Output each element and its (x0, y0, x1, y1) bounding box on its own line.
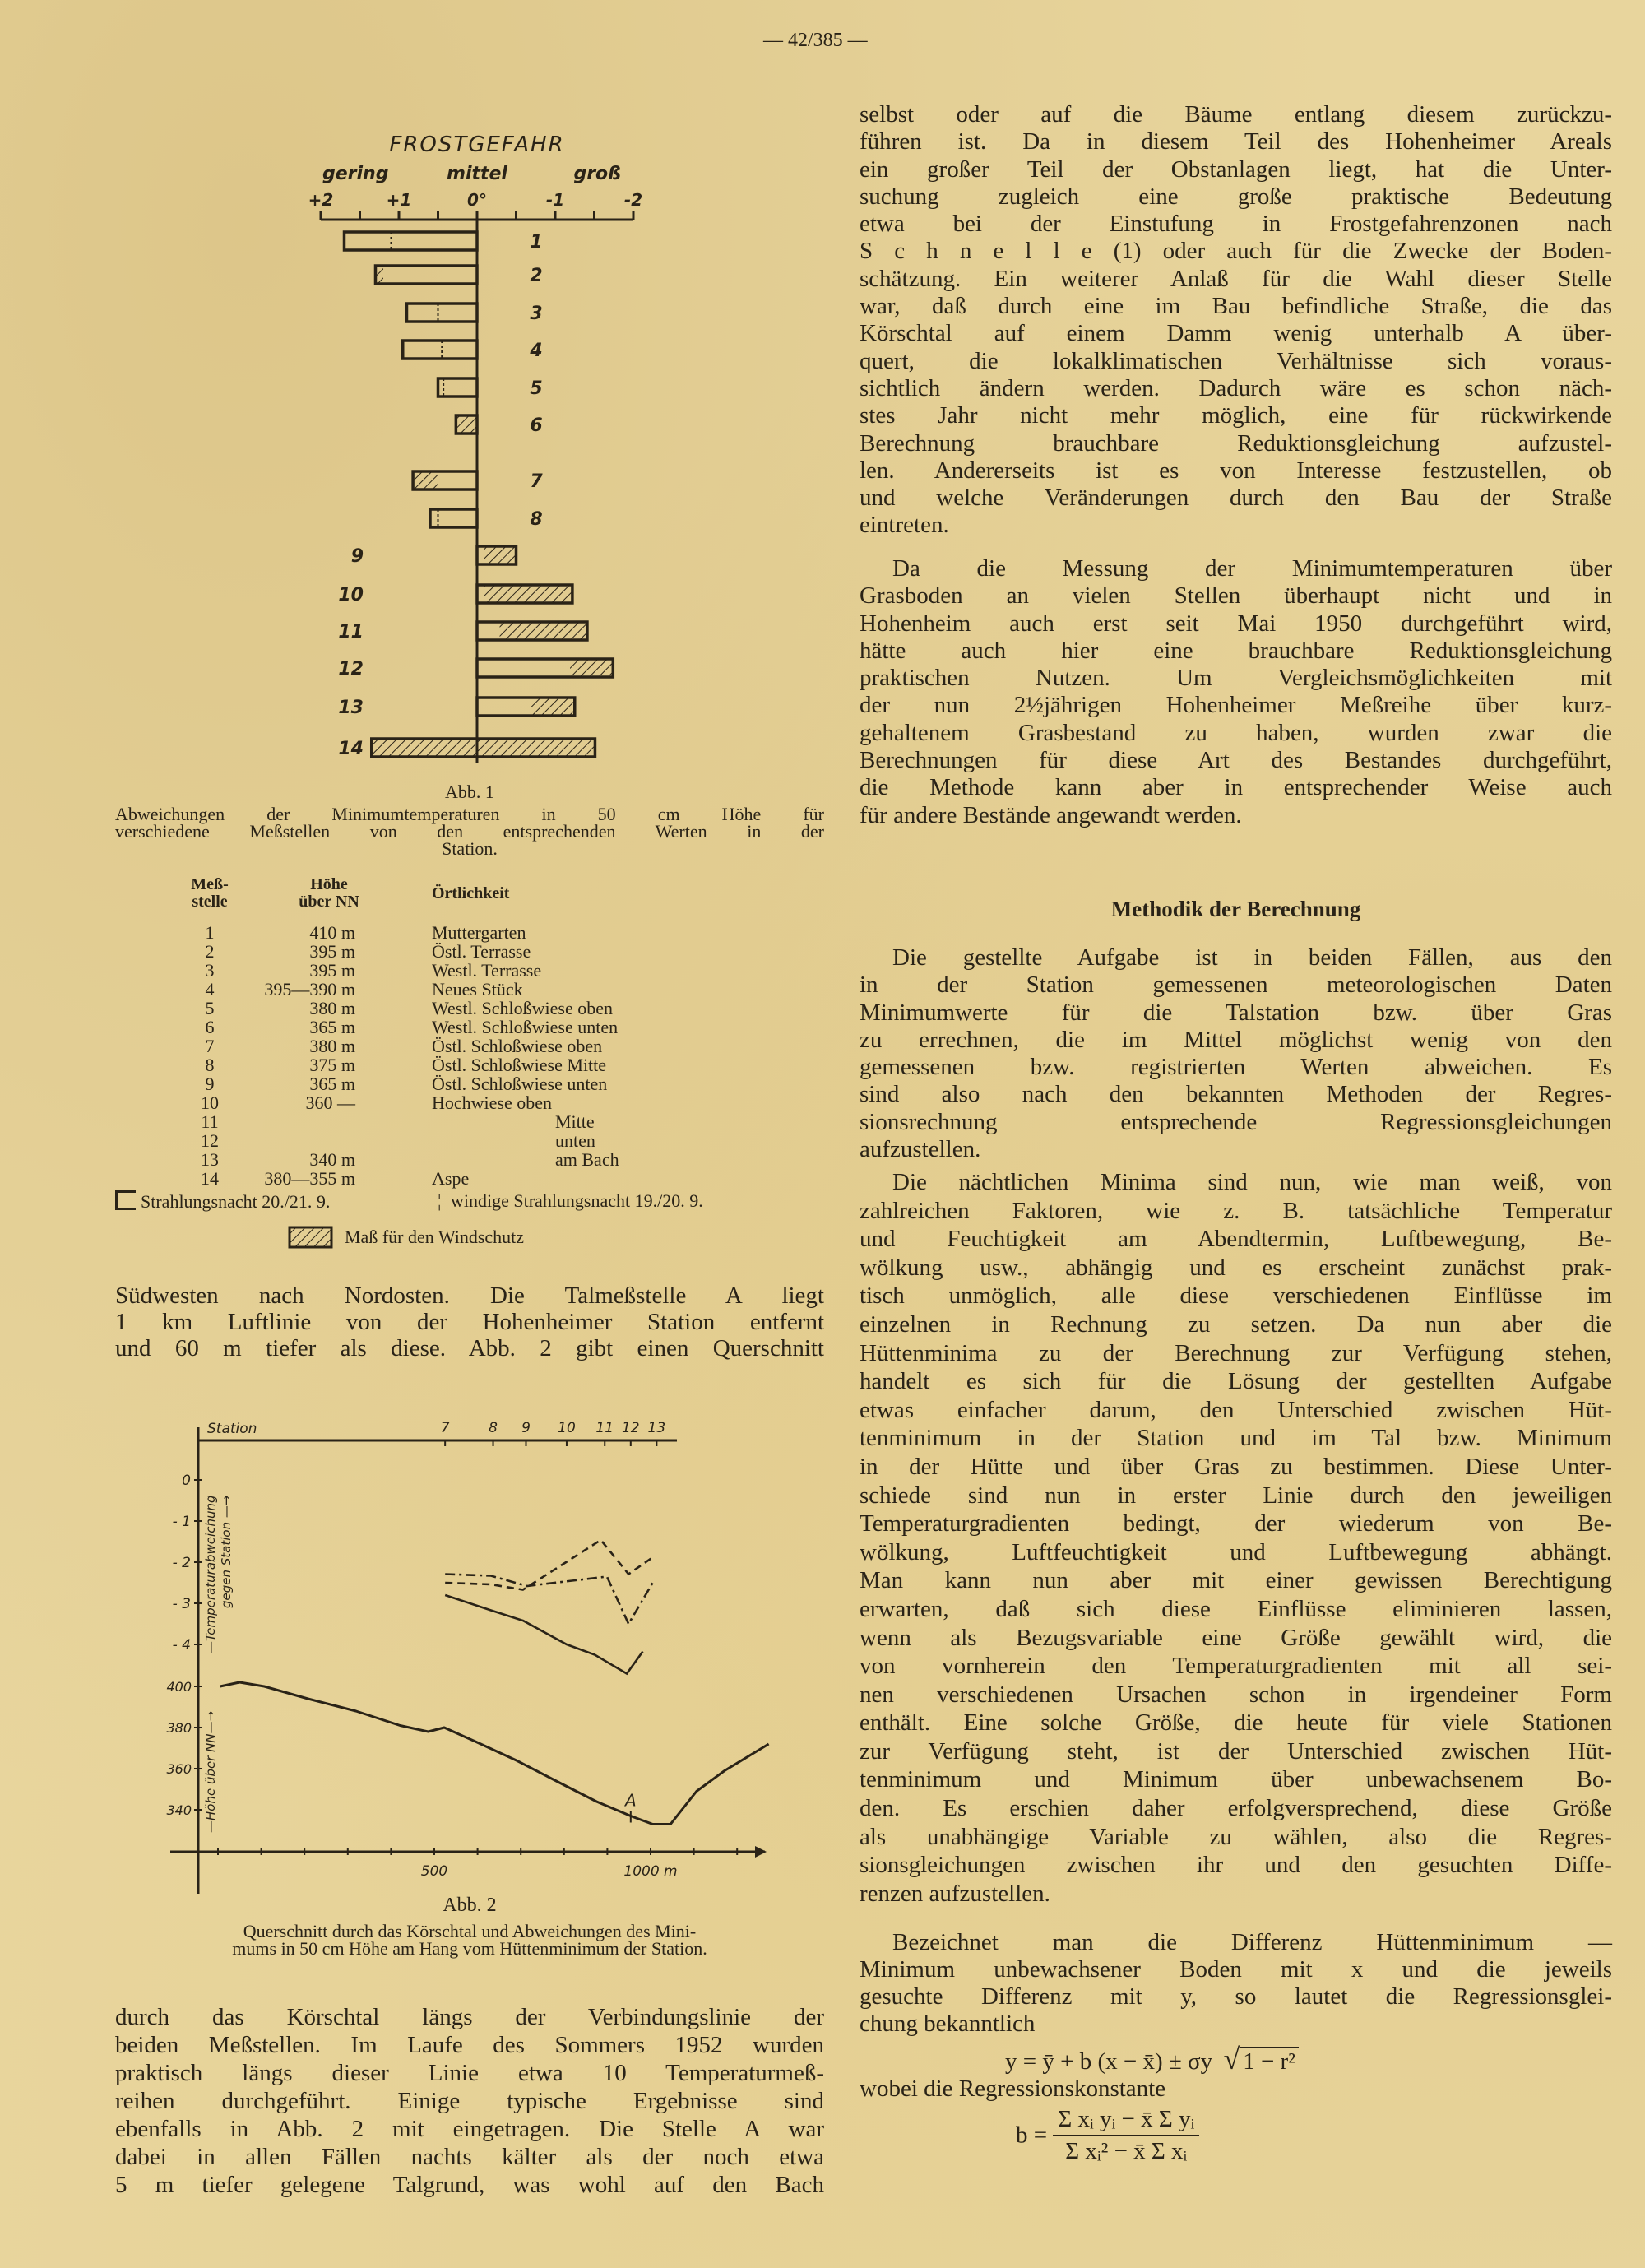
formula-intro: wobei die Regressionskonstante (860, 2076, 1166, 2102)
height-tick-label: 360 (166, 1761, 192, 1777)
tick-label: -1 (545, 190, 565, 210)
station-label: 14 (338, 739, 364, 759)
text-line: wenn als Bezugsvariable eine Größe gewählt wird, die (860, 1624, 1612, 1651)
station-number: 14 (201, 1168, 219, 1189)
table-row (115, 999, 824, 1018)
text-line: tenminimum und Minimum über unbewachsenem Bo- (860, 1766, 1612, 1793)
text-line: schätzung. Ein weiterer Anlaß für die Wahl dieser Stelle (860, 265, 1612, 292)
figure-1-caption (115, 783, 824, 857)
text-line: Berechnung brauchbare Reduktionsgleichung aufzustel- (860, 429, 1612, 457)
station-number: 13 (201, 1149, 219, 1170)
radicand: 1 − r² (1240, 2047, 1299, 2075)
station-number-label: 11 (595, 1420, 614, 1436)
station-location: Westl. Terrasse (432, 960, 542, 981)
station-location: Östl. Schloßwiese Mitte (432, 1055, 607, 1075)
station-location: Östl. Schloßwiese unten (432, 1074, 608, 1094)
station-height: 380 m (309, 1036, 355, 1056)
station-location: Aspe (432, 1168, 470, 1189)
scale-label: gering (322, 164, 389, 184)
figure-2-caption (115, 1897, 824, 1957)
chart-title: FROSTGEFAHR (389, 132, 565, 157)
station-location: Westl. Schloßwiese unten (432, 1017, 619, 1037)
text-line: stes Jahr nicht mehr möglich, eine für rückwirkende (860, 402, 1612, 429)
point-a-label: A (624, 1790, 637, 1811)
radical-sign: √ (1223, 2043, 1240, 2076)
text-line: wölkung, Luftfeuchtigkeit und Luftbewegung abhängt. (860, 1538, 1612, 1565)
right-column-paragraph (860, 1168, 1612, 1908)
header-line: stelle (192, 893, 228, 911)
legend-radiation-night (115, 1190, 330, 1213)
legend-label: Strahlungsnacht 20./21. 9. (141, 1191, 331, 1212)
text-line: praktischen Nutzen. Um Vergleichsmöglichkeiten mit (860, 665, 1612, 692)
station-number-label: 9 (521, 1420, 531, 1436)
text-line: Hohenheim auch erst seit Mai 1950 durchgeführt wird, (860, 610, 1612, 637)
right-column-paragraph (860, 101, 1612, 540)
text-line: und welche Veränderungen durch den Bau der Straße (860, 485, 1612, 512)
station-location: am Bach (555, 1149, 619, 1170)
table-row (115, 961, 824, 980)
scale-label: mittel (447, 164, 507, 184)
text-line: in der Station gemessenen meteorologischen Daten (860, 972, 1612, 999)
text-line: Grasboden an vielen Stellen überhaupt nicht und in (860, 582, 1612, 610)
station-height: 380 m (309, 998, 355, 1018)
denominator: Σ xᵢ² − x̄ Σ xᵢ (1065, 2138, 1188, 2164)
text-line: quert, die lokalklimatischen Verhältnisse sich voraus- (860, 347, 1612, 374)
station-number: 5 (205, 998, 215, 1018)
station-number: 8 (205, 1055, 215, 1075)
text-line: und 60 m tiefer als diese. Abb. 2 gibt einen Querschnitt (115, 1335, 824, 1361)
text-line: renzen aufzustellen. (860, 1880, 1050, 1907)
text-line: einzelnen in Rechnung zu setzen. Da nun aber die (860, 1310, 1612, 1338)
station-number-label: 13 (647, 1420, 666, 1436)
station-axis-label: Station (207, 1421, 257, 1437)
col-header-location: Örtlichkeit (432, 884, 510, 902)
station-number: 6 (205, 1017, 215, 1037)
windbreak-hatch (484, 546, 517, 564)
windbreak-hatch (531, 698, 575, 716)
text-line: zahlreichen Faktoren, wie z. B. tatsächliche Temperatur (860, 1197, 1612, 1224)
caption-line: verschiedene Meßstellen von den entsprechenden Werten in der (115, 821, 824, 842)
station-label: 12 (338, 659, 364, 679)
table-row (115, 1018, 824, 1037)
text-line: erwarten, daß sich diese Einflüsse eliminieren lassen, (860, 1595, 1612, 1622)
text-line: Die gestellte Aufgabe ist in beiden Fällen, aus den (892, 944, 1612, 971)
table-row (115, 1055, 824, 1074)
text-line: handelt es sich für die Lösung der gestellten Aufgabe (860, 1368, 1612, 1395)
caption-line: Abweichungen der Minimumtemperaturen in 50 cm Höhe für (115, 804, 824, 824)
text-line: 5 m tiefer gelegene Talgrund, was wohl auf den Bach (115, 2172, 824, 2198)
text-line: wölkung usw., abhängig und es erscheint zunächst prak- (860, 1254, 1612, 1281)
terrain-profile-line (220, 1682, 769, 1825)
station-number: 3 (205, 960, 215, 981)
text-line: Hüttenminima zu der Berechnung zur Verfügung stehen, (860, 1339, 1612, 1366)
windbreak-hatch (372, 739, 595, 757)
text-line: chung bekanntlich (860, 2011, 1036, 2037)
station-label: 7 (530, 471, 543, 492)
text-line: beiden Meßstellen. Im Laufe des Sommers 1952 wurden (115, 2032, 824, 2058)
text-line: Minimum unbewachsener Boden mit x und die jeweils (860, 1956, 1612, 1983)
col-header-station (185, 876, 234, 911)
station-height: 375 m (309, 1055, 355, 1075)
text-line: ein großer Teil der Obstanlagen liegt, hat die Unter- (860, 155, 1612, 183)
station-number-label: 10 (558, 1420, 576, 1436)
section-heading: Methodik der Berechnung (1110, 897, 1361, 921)
windbreak-hatch (456, 415, 477, 434)
station-label: 8 (530, 509, 543, 530)
station-location: Hochwiese oben (432, 1092, 553, 1113)
table-row (115, 1112, 824, 1131)
height-axis-title: —Höhe über NN—→ (203, 1710, 218, 1833)
text-line: sionsrechnung entsprechende Regressionsgleichungen (860, 1108, 1612, 1135)
table-row (115, 1131, 824, 1150)
station-number: 7 (205, 1036, 215, 1056)
figure-2-label: Abb. 2 (443, 1895, 497, 1916)
temp-tick-label: - 3 (172, 1596, 191, 1612)
regression-equation (1005, 2042, 1299, 2076)
station-location: Muttergarten (432, 922, 526, 943)
text-line: war, daß durch eine im Bau befindliche Straße, die das (860, 293, 1612, 320)
text-line: tisch unmöglich, alle diese verschiedenen Einflüsse im (860, 1282, 1612, 1310)
text-line: die Methode kann aber in entsprechender Weise auch (860, 774, 1612, 801)
tick-label: 0° (467, 190, 487, 210)
station-label: 13 (338, 698, 364, 718)
bar-station-1 (345, 232, 478, 250)
caption-line: Station. (442, 838, 498, 859)
text-line: Bezeichnet man die Differenz Hüttenminimum — (892, 1929, 1612, 1955)
station-number-label: 8 (489, 1420, 498, 1436)
figure-1-label: Abb. 1 (445, 782, 494, 802)
station-location: unten (555, 1130, 595, 1151)
station-number: 9 (205, 1074, 215, 1094)
station-location: Östl. Schloßwiese oben (432, 1036, 603, 1056)
scale-label: groß (573, 164, 621, 184)
table-row (115, 923, 824, 942)
station-location: Mitte (555, 1111, 595, 1132)
temp-axis-title: —Temperaturabweichung (203, 1495, 218, 1653)
text-line: sichtlich ändern werden. Dadurch wäre es schon näch- (860, 374, 1612, 401)
station-label: 3 (530, 304, 543, 324)
caption-line: Querschnitt durch das Körschtal und Abweichungen des Mini- (243, 1921, 697, 1941)
text-line: Temperaturgradienten bedingt, der wiederum von Be- (860, 1510, 1612, 1538)
text-line: sionsgleichungen zwischen ihr und den gesuchten Diffe- (860, 1852, 1612, 1879)
temperature-series-solid (445, 1595, 642, 1674)
text-line: führen ist. Da in diesem Teil des Hohenheimer Areals (860, 128, 1612, 155)
station-height: 365 m (309, 1074, 355, 1094)
figure-1-frost-danger-chart (296, 123, 658, 773)
text-line: der nun 2½jährigen Hohenheimer Meßreihe über kurz- (860, 692, 1612, 719)
height-tick-label: 380 (166, 1720, 192, 1736)
windbreak-hatch (484, 585, 572, 603)
right-column-paragraph (860, 944, 1612, 1163)
text-line: tenminimum in der Station und im Tal bzw. Minimum (860, 1425, 1612, 1452)
text-line: sind also nach den bekannten Methoden der Regres- (860, 1081, 1612, 1108)
text-line: Körschtal auf einem Damm wenig unterhalb A über- (860, 320, 1612, 347)
station-height: 395 m (309, 960, 355, 981)
text-line: für andere Bestände angewandt werden. (860, 801, 1242, 828)
text-line: Da die Messung der Minimumtemperaturen über (892, 555, 1612, 582)
station-number: 10 (201, 1092, 219, 1113)
header-line: über NN (299, 893, 359, 911)
temp-tick-label: - 2 (172, 1555, 191, 1571)
temp-tick-label: - 1 (172, 1514, 191, 1530)
text-line: eintreten. (860, 512, 949, 539)
text-line: suchung zugleich eine große praktische Bedeutung (860, 183, 1612, 210)
station-label: 10 (338, 585, 364, 605)
bar-station-2 (376, 266, 478, 284)
right-column-paragraph (860, 555, 1612, 829)
figure-2-cross-section-chart (156, 1398, 781, 1909)
station-height: 395 m (309, 941, 355, 962)
text-line: dabei in allen Fällen nachts kälter als der noch etwa (115, 2144, 824, 2170)
text-line: Südwesten nach Nordosten. Die Talmeßstelle A liegt (115, 1282, 824, 1309)
text-line: zur Verfügung steht, ist der Unterschied zwischen Hüt- (860, 1737, 1612, 1765)
station-height: 360 — (305, 1092, 355, 1113)
text-line: Man kann nun aber mit einer gewissen Berechtigung (860, 1567, 1612, 1594)
text-line: Berechnungen für diese Art des Bestandes durchgeführt, (860, 747, 1612, 774)
station-number: 11 (201, 1111, 219, 1132)
x-tick-label: 500 (420, 1863, 448, 1880)
text-line: als unabhängige Variable zu wählen, also die Regres- (860, 1823, 1612, 1850)
regression-constant-formula (1016, 2106, 1199, 2165)
station-number-label: 12 (621, 1420, 640, 1436)
temperature-series-dashed (445, 1540, 652, 1590)
text-line: den. Es erschien daher erfolgversprechend, diese Größe (860, 1795, 1612, 1822)
station-location: Westl. Schloßwiese oben (432, 998, 614, 1018)
text-line: aufzustellen. (860, 1136, 981, 1163)
text-line: selbst oder auf die Bäume entlang diesem zurückzu- (860, 101, 1612, 128)
text-line: Die nächtlichen Minima sind nun, wie man weiß, von (892, 1169, 1612, 1195)
legend-separator: ¦ (438, 1190, 442, 1211)
station-label: 9 (350, 546, 364, 567)
legend-windy-night: windige Strahlungsnacht 19./20. 9. (451, 1190, 703, 1211)
text-line: len. Andererseits ist es von Interesse festzustellen, ob (860, 457, 1612, 484)
station-height: 395—390 m (264, 979, 355, 999)
text-line: praktisch längs dieser Linie etwa 10 Temperaturmeß- (115, 2060, 824, 2086)
table-row (115, 980, 824, 999)
table-row (115, 1169, 824, 1188)
temperature-series-dash-dot (445, 1575, 652, 1625)
tick-label: +1 (386, 190, 412, 210)
bar-station-4 (403, 341, 477, 359)
text-line: zu errechnen, die im Mittel möglichst wenig von den (860, 1026, 1612, 1053)
station-number: 2 (205, 941, 215, 962)
left-column-paragraph (115, 1282, 824, 1361)
x-axis-arrow-icon (755, 1846, 767, 1858)
right-column-paragraph (860, 1929, 1612, 2038)
temp-tick-label: 0 (182, 1473, 191, 1489)
station-number: 4 (205, 979, 215, 999)
temp-axis-title-2: gegen Station —→ (219, 1495, 234, 1608)
text-line: Minimumwerte für die Talstation bzw. über Gras (860, 999, 1612, 1026)
tick-label: -2 (623, 190, 643, 210)
tick-label: +2 (308, 190, 334, 210)
numerator: Σ xᵢ yᵢ − x̄ Σ yᵢ (1053, 2106, 1199, 2136)
windbreak-hatch (500, 622, 587, 640)
text-line: und Feuchtigkeit am Abendtermin, Luftbewegung, Be- (860, 1226, 1612, 1253)
text-line: von vornherein den Temperaturgradienten mit all sei- (860, 1653, 1612, 1680)
legend-windbreak (288, 1226, 524, 1249)
caption-line: mums in 50 cm Höhe am Hang vom Hüttenminimum der Station. (232, 1938, 707, 1959)
station-height: 410 m (309, 922, 355, 943)
station-label: 5 (530, 378, 543, 399)
station-label: 2 (530, 266, 543, 286)
height-tick-label: 400 (166, 1679, 192, 1695)
page-number: — 42/385 — (763, 30, 868, 51)
bar-station-3 (407, 304, 478, 322)
equation-main: y = ȳ + b (x − x̄) ± σy (1005, 2048, 1213, 2075)
text-line: enthält. Eine solche Größe, die heute für viele Stationen (860, 1709, 1612, 1737)
text-line: etwa bei der Einstufung in Frostgefahrenzonen nach (860, 211, 1612, 238)
text-line: hätte auch hier eine brauchbare Reduktionsgleichung (860, 637, 1612, 664)
legend-label: Maß für den Windschutz (345, 1227, 525, 1247)
station-label: 4 (530, 341, 543, 361)
station-height: 380—355 m (264, 1168, 355, 1189)
text-line: durch das Körschtal längs der Verbindungslinie der (115, 2004, 824, 2030)
station-location: Neues Stück (432, 979, 523, 999)
table-row (115, 1093, 824, 1112)
x-tick-label: 1000 m (623, 1863, 678, 1880)
text-line: nen verschiedenen Ursachen schon in irgendeiner Form (860, 1681, 1612, 1708)
text-line: gemessenen bzw. registrierten Werten abweichen. Es (860, 1054, 1612, 1081)
table-row (115, 1150, 824, 1169)
col-header-height (284, 876, 374, 911)
station-height: 365 m (309, 1017, 355, 1037)
station-number: 1 (205, 922, 215, 943)
header-line: Meß- (191, 875, 229, 893)
temp-tick-label: - 4 (172, 1637, 191, 1653)
text-line: S c h n e l l e (1) oder auch für die Zwecke der Boden- (860, 238, 1612, 265)
text-line: ebenfalls in Abb. 2 mit eingetragen. Die Stelle A war (115, 2116, 824, 2142)
fraction (1053, 2106, 1199, 2165)
header-line: Höhe (310, 875, 348, 893)
open-box-icon (115, 1190, 136, 1210)
formula-lhs: b = (1016, 2122, 1048, 2149)
station-height: 340 m (309, 1149, 355, 1170)
station-label: 11 (338, 622, 364, 642)
text-line: etwas einfacher darum, den Unterschied zwischen Hüt- (860, 1396, 1612, 1423)
windbreak-hatch (413, 471, 438, 489)
station-number-label: 7 (440, 1420, 450, 1436)
windbreak-hatch (570, 659, 613, 677)
text-line: 1 km Luftlinie von der Hohenheimer Station entfernt (115, 1309, 824, 1335)
text-line: gesuchte Differenz mit y, so lautet die Regressionsglei- (860, 1983, 1612, 2010)
table-row (115, 942, 824, 961)
table-row (115, 1037, 824, 1055)
station-location: Östl. Terrasse (432, 941, 531, 962)
left-column-paragraph (115, 2003, 824, 2199)
text-line: in der Hütte und über Gras zu bestimmen. Diese Unter- (860, 1453, 1612, 1480)
text-line: reihen durchgeführt. Einige typische Ergebnisse sind (115, 2088, 824, 2114)
station-label: 1 (530, 232, 543, 253)
height-tick-label: 340 (166, 1802, 192, 1818)
text-line: schiede sind nun in erster Linie durch den jeweiligen (860, 1482, 1612, 1509)
table-row (115, 1074, 824, 1093)
station-number: 12 (201, 1130, 219, 1151)
station-label: 6 (530, 415, 543, 436)
hatched-box-icon (288, 1226, 333, 1249)
text-line: gehaltenem Grasbestand zu haben, wurden zwar die (860, 719, 1612, 746)
